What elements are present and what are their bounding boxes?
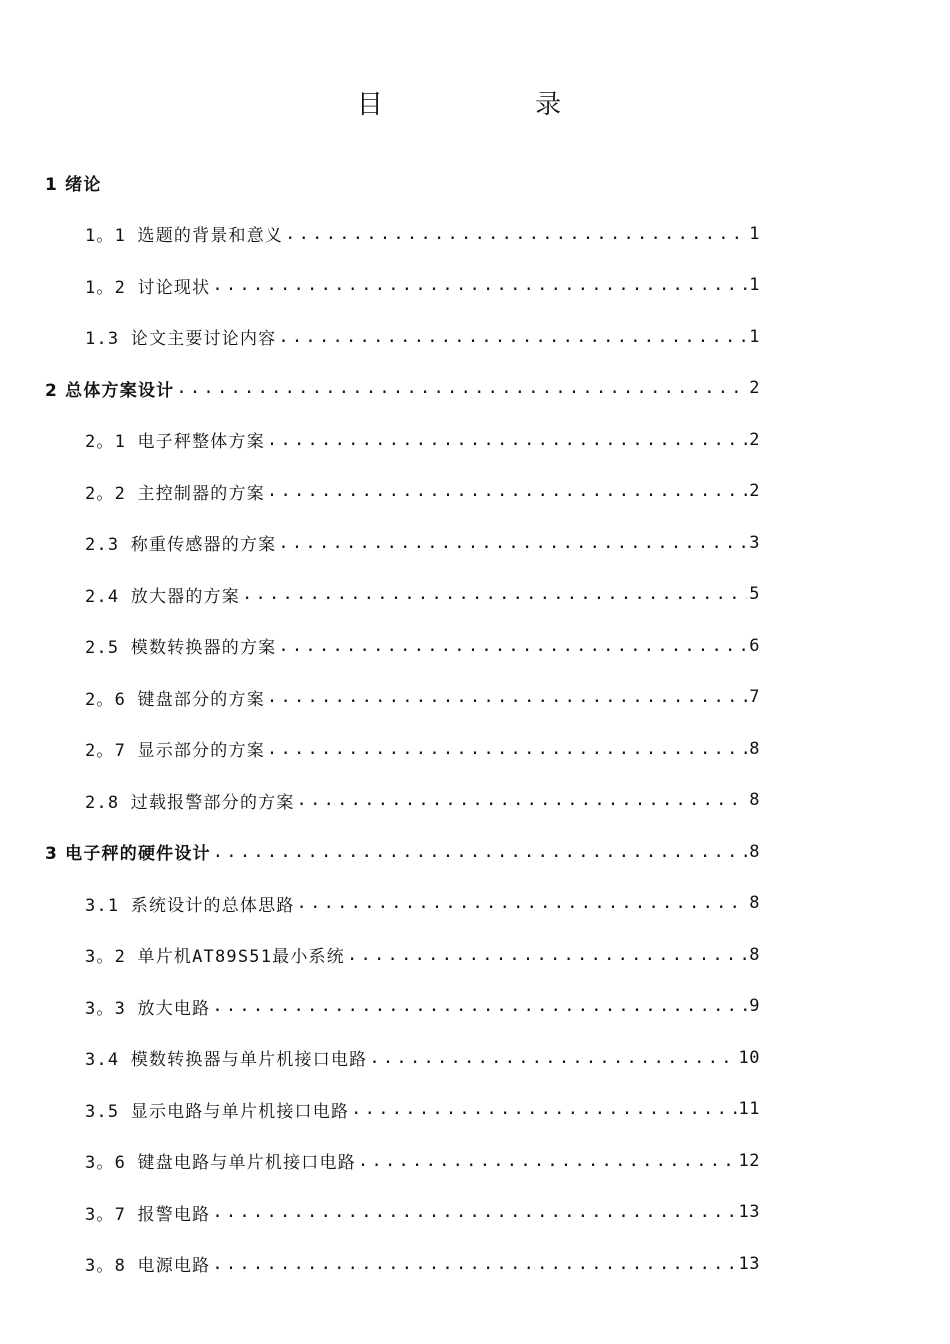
toc-entry-label: 2.8 过载报警部分的方案: [85, 792, 295, 813]
toc-dot-leader: [212, 996, 747, 1016]
toc-page-number: 3: [749, 532, 760, 553]
toc-section-entry[interactable]: [85, 469, 760, 513]
toc-entry-label: 2。1 电子秤整体方案: [85, 432, 265, 452]
toc-title: 目 录: [356, 90, 634, 120]
toc-dot-leader: [278, 636, 747, 656]
toc-entry-label: 2.5 模数转换器的方案: [85, 638, 277, 658]
toc-section-entry[interactable]: [85, 521, 760, 565]
toc-dot-leader: [285, 224, 747, 244]
toc-dot-leader: [267, 739, 747, 759]
toc-page-number: 8: [749, 944, 760, 965]
toc-section-entry[interactable]: [85, 1036, 760, 1080]
toc-section-entry[interactable]: [85, 418, 760, 462]
toc-page-number: 12: [738, 1150, 760, 1171]
toc-entry-label: 3。7 报警电路: [85, 1204, 211, 1225]
toc-page-number: 10: [738, 1047, 760, 1068]
toc-dot-leader: [176, 378, 747, 398]
toc-entry-label: 3。2 单片机AT89S51最小系统: [85, 947, 345, 967]
toc-page-number: 13: [738, 1202, 760, 1222]
toc-page-number: 1: [749, 275, 760, 295]
toc-section-entry[interactable]: [85, 984, 760, 1028]
toc-dot-leader: [358, 1151, 737, 1171]
toc-entry-label: 2.4 放大器的方案: [85, 586, 240, 607]
toc-page-number: 8: [749, 893, 760, 913]
toc-dot-leader: [278, 533, 747, 553]
toc-section-entry[interactable]: [85, 675, 760, 719]
toc-section-entry[interactable]: [85, 1190, 760, 1234]
toc-section-entry[interactable]: [85, 1242, 760, 1286]
toc-entry-label: 3.4 模数转换器与单片机接口电路: [85, 1050, 368, 1070]
toc-entry-label: 1。1 选题的背景和意义: [85, 226, 284, 246]
toc-page-number: 8: [749, 738, 760, 759]
toc-entry-label: 3。8 电源电路: [85, 1256, 211, 1276]
toc-section-entry[interactable]: [85, 263, 760, 307]
toc-page-number: 5: [749, 584, 760, 604]
toc-page-number: 11: [738, 1099, 760, 1119]
toc-page-number: 8: [749, 790, 760, 810]
toc-entry-label: 3.5 显示电路与单片机接口电路: [85, 1101, 350, 1122]
toc-dot-leader: [212, 1202, 736, 1222]
toc-entry-label: 2。7 显示部分的方案: [85, 741, 265, 761]
toc-page-number: 9: [749, 996, 760, 1016]
toc-dot-leader: [351, 1099, 736, 1119]
toc-entry-label: 1。2 讨论现状: [85, 277, 211, 298]
toc-entry-label: 3.1 系统设计的总体思路: [85, 895, 295, 916]
toc-chapter-entry[interactable]: [45, 830, 760, 874]
toc-chapter-entry[interactable]: [45, 366, 760, 410]
toc-entry-label: 1 绪论: [45, 174, 102, 195]
toc-page-number: 1: [749, 326, 760, 347]
toc-section-entry[interactable]: [85, 933, 760, 977]
toc-entry-label: 3。3 放大电路: [85, 998, 211, 1019]
toc-dot-leader: [297, 893, 748, 913]
toc-entry-label: 2。6 键盘部分的方案: [85, 689, 265, 710]
toc-dot-leader: [267, 481, 747, 501]
toc-entry-label: 3 电子秤的硬件设计: [45, 844, 211, 864]
toc-section-entry[interactable]: [85, 881, 760, 925]
toc-dot-leader: [213, 842, 748, 862]
toc-entry-label: 2.3 称重传感器的方案: [85, 535, 277, 555]
toc-entry-label: 1.3 论文主要讨论内容: [85, 329, 277, 349]
toc-page-number: 2: [749, 481, 760, 501]
toc-dot-leader: [267, 430, 747, 450]
toc-section-entry[interactable]: [85, 778, 760, 822]
toc-section-entry[interactable]: [85, 1139, 760, 1183]
toc-entry-label: 3。6 键盘电路与单片机接口电路: [85, 1153, 356, 1173]
toc-entry-label: 2。2 主控制器的方案: [85, 483, 265, 504]
toc-page-number: 2: [749, 429, 760, 450]
toc-section-entry[interactable]: [85, 315, 760, 359]
toc-section-entry[interactable]: [85, 572, 760, 616]
toc-dot-leader: [212, 1254, 736, 1274]
toc-page-number: 13: [738, 1253, 760, 1274]
toc-chapter-entry[interactable]: [45, 160, 760, 204]
toc-dot-leader: [369, 1048, 736, 1068]
toc-entry-label: 2 总体方案设计: [45, 380, 175, 401]
toc-page-number: 7: [749, 687, 760, 707]
toc-section-entry[interactable]: [85, 1087, 760, 1131]
toc-dot-leader: [212, 275, 747, 295]
toc-section-entry[interactable]: [85, 624, 760, 668]
toc-dot-leader: [267, 687, 747, 707]
toc-page-number: 2: [749, 378, 760, 398]
toc-page-number: 8: [749, 841, 760, 862]
toc-dot-leader: [242, 584, 747, 604]
toc-section-entry[interactable]: [85, 727, 760, 771]
toc-page-number: 6: [749, 635, 760, 656]
toc-section-entry[interactable]: [85, 212, 760, 256]
toc-dot-leader: [278, 327, 747, 347]
toc-dot-leader: [297, 790, 748, 810]
toc-page-number: 1: [749, 223, 760, 244]
toc-dot-leader: [347, 945, 747, 965]
